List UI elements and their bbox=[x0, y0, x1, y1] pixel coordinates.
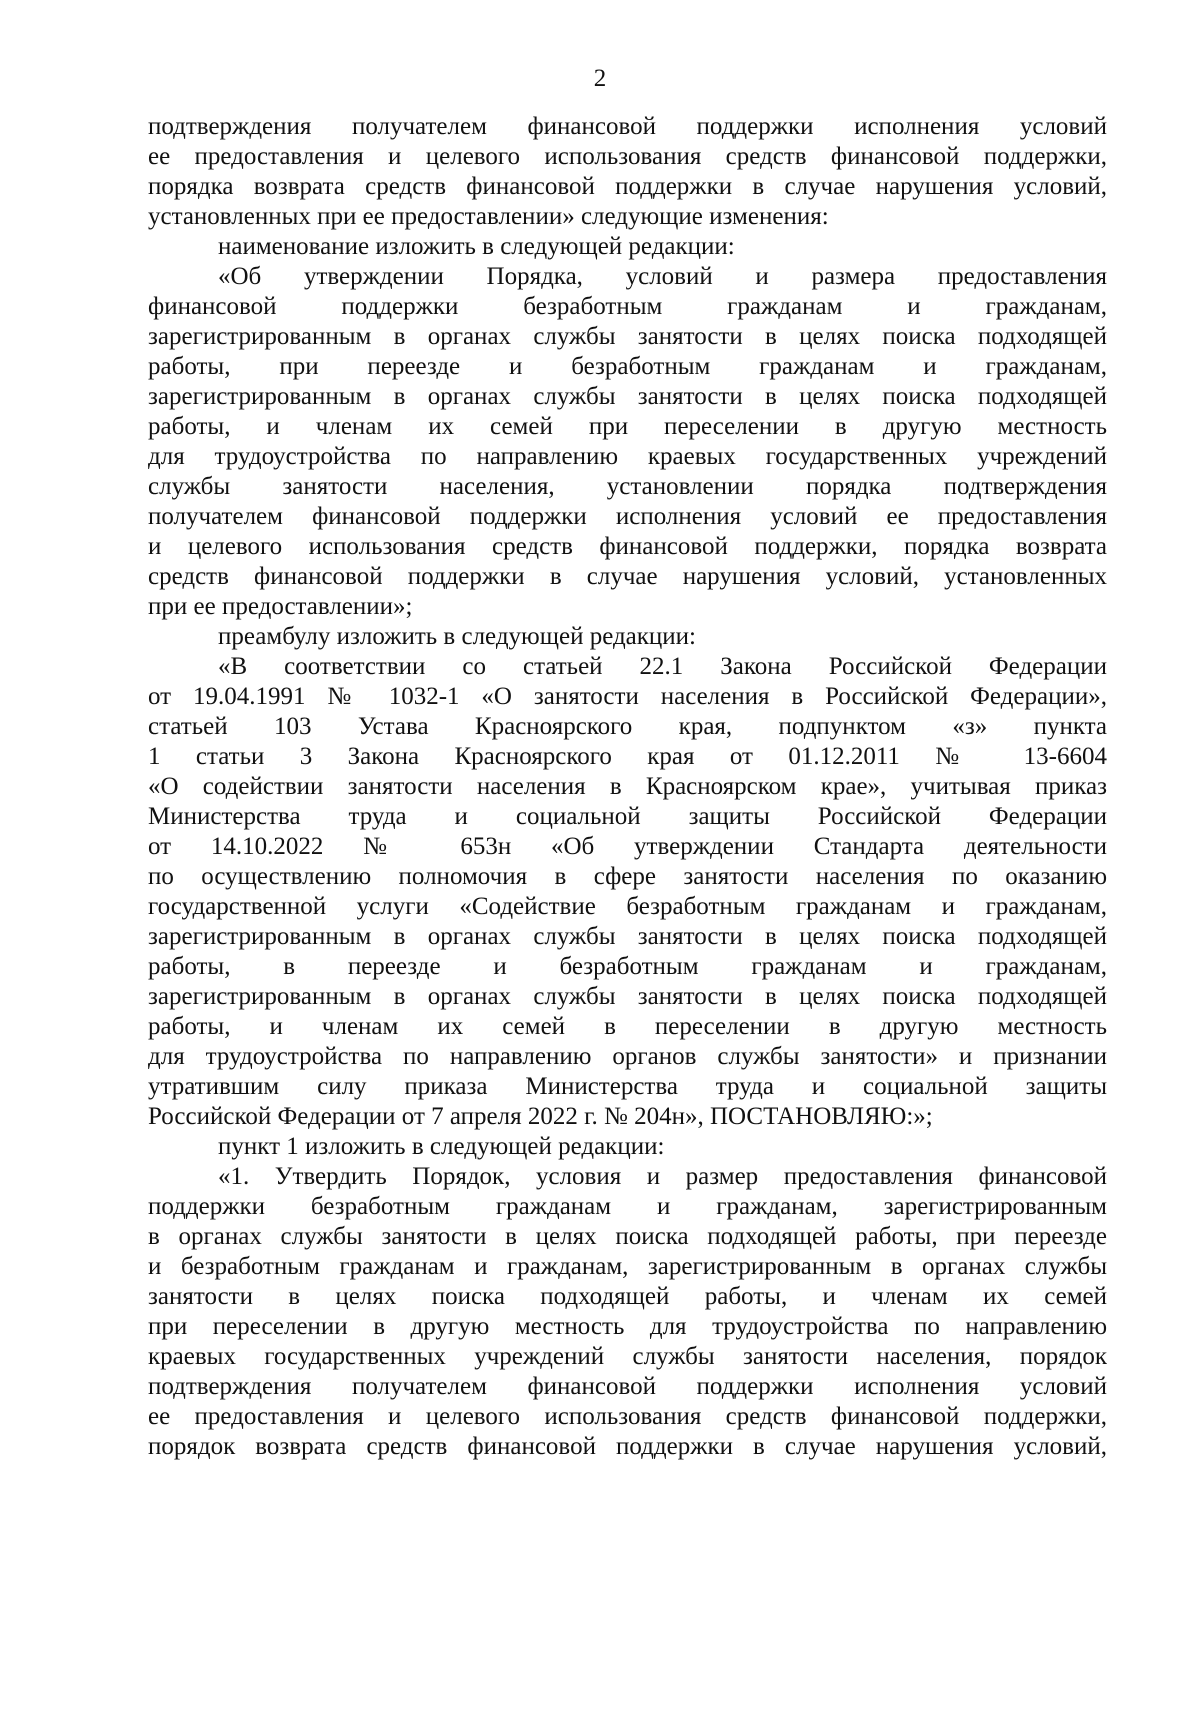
text-line: средств финансовой поддержки в случае нарушения условий, установленных bbox=[148, 563, 1107, 590]
text-line: работы, и членам их семей в переселении в другую местность bbox=[148, 1013, 1107, 1040]
text-line: ее предоставления и целевого использования средств финансовой поддержки, bbox=[148, 143, 1107, 170]
text-line: наименование изложить в следующей редакции: bbox=[218, 233, 735, 260]
text-line: «Об утверждении Порядка, условий и размера предоставления bbox=[218, 263, 1107, 290]
text-line: для трудоустройства по направлению краевых государственных учреждений bbox=[148, 443, 1107, 470]
text-line: «1. Утвердить Порядок, условия и размер предоставления финансовой bbox=[218, 1163, 1107, 1190]
text-line: краевых государственных учреждений службы занятости населения, порядок bbox=[148, 1343, 1107, 1370]
text-line: подтверждения получателем финансовой поддержки исполнения условий bbox=[148, 113, 1107, 140]
text-line: Российской Федерации от 7 апреля 2022 г. № 204н», ПОСТАНОВЛЯЮ:»; bbox=[148, 1103, 933, 1130]
page-number: 2 bbox=[593, 65, 607, 92]
text-line: зарегистрированным в органах службы занятости в целях поиска подходящей bbox=[148, 983, 1107, 1010]
text-line: службы занятости населения, установлении порядка подтверждения bbox=[148, 473, 1107, 500]
text-line: получателем финансовой поддержки исполнения условий ее предоставления bbox=[148, 503, 1107, 530]
text-line: финансовой поддержки безработным гражданам и гражданам, bbox=[148, 293, 1107, 320]
text-line: порядок возврата средств финансовой поддержки в случае нарушения условий, bbox=[148, 1433, 1107, 1460]
text-line: для трудоустройства по направлению органов службы занятости» и признании bbox=[148, 1043, 1107, 1070]
text-line: зарегистрированным в органах службы занятости в целях поиска подходящей bbox=[148, 383, 1107, 410]
text-line: преамбулу изложить в следующей редакции: bbox=[218, 623, 697, 650]
text-line: работы, и членам их семей при переселении в другую местность bbox=[148, 413, 1107, 440]
text-line: Министерства труда и социальной защиты Российской Федерации bbox=[148, 803, 1107, 830]
text-line: статьей 103 Устава Красноярского края, подпунктом «з» пункта bbox=[148, 713, 1107, 740]
text-line: работы, при переезде и безработным гражданам и гражданам, bbox=[148, 353, 1107, 380]
document-body bbox=[148, 112, 1107, 1462]
text-line: установленных при ее предоставлении» следующие изменения: bbox=[148, 203, 829, 230]
text-line: порядка возврата средств финансовой поддержки в случае нарушения условий, bbox=[148, 173, 1107, 200]
text-line: от 19.04.1991 № 1032-1 «О занятости населения в Российской Федерации», bbox=[148, 683, 1107, 710]
text-line: занятости в целях поиска подходящей работы, и членам их семей bbox=[148, 1283, 1107, 1310]
text-line: по осуществлению полномочия в сфере занятости населения по оказанию bbox=[148, 863, 1107, 890]
text-line: работы, в переезде и безработным гражданам и гражданам, bbox=[148, 953, 1107, 980]
text-line: от 14.10.2022 № 653н «Об утверждении Стандарта деятельности bbox=[148, 833, 1107, 860]
text-line: подтверждения получателем финансовой поддержки исполнения условий bbox=[148, 1373, 1107, 1400]
text-line: пункт 1 изложить в следующей редакции: bbox=[218, 1133, 665, 1160]
text-line: утратившим силу приказа Министерства труда и социальной защиты bbox=[148, 1073, 1107, 1100]
text-line: в органах службы занятости в целях поиска подходящей работы, при переезде bbox=[148, 1223, 1107, 1250]
text-line: зарегистрированным в органах службы занятости в целях поиска подходящей bbox=[148, 323, 1107, 350]
text-line: 1 статьи 3 Закона Красноярского края от 01.12.2011 № 13-6604 bbox=[148, 743, 1107, 770]
text-line: при переселении в другую местность для трудоустройства по направлению bbox=[148, 1313, 1107, 1340]
text-line: зарегистрированным в органах службы занятости в целях поиска подходящей bbox=[148, 923, 1107, 950]
text-line: и целевого использования средств финансовой поддержки, порядка возврата bbox=[148, 533, 1107, 560]
text-line: государственной услуги «Содействие безработным гражданам и гражданам, bbox=[148, 893, 1107, 920]
text-line: «В соответствии со статьей 22.1 Закона Российской Федерации bbox=[218, 653, 1107, 680]
text-line: и безработным гражданам и гражданам, зарегистрированным в органах службы bbox=[148, 1253, 1107, 1280]
text-line: ее предоставления и целевого использования средств финансовой поддержки, bbox=[148, 1403, 1107, 1430]
text-line: поддержки безработным гражданам и гражданам, зарегистрированным bbox=[148, 1193, 1107, 1220]
text-line: «О содействии занятости населения в Красноярском крае», учитывая приказ bbox=[148, 773, 1107, 800]
text-line: при ее предоставлении»; bbox=[148, 593, 413, 620]
